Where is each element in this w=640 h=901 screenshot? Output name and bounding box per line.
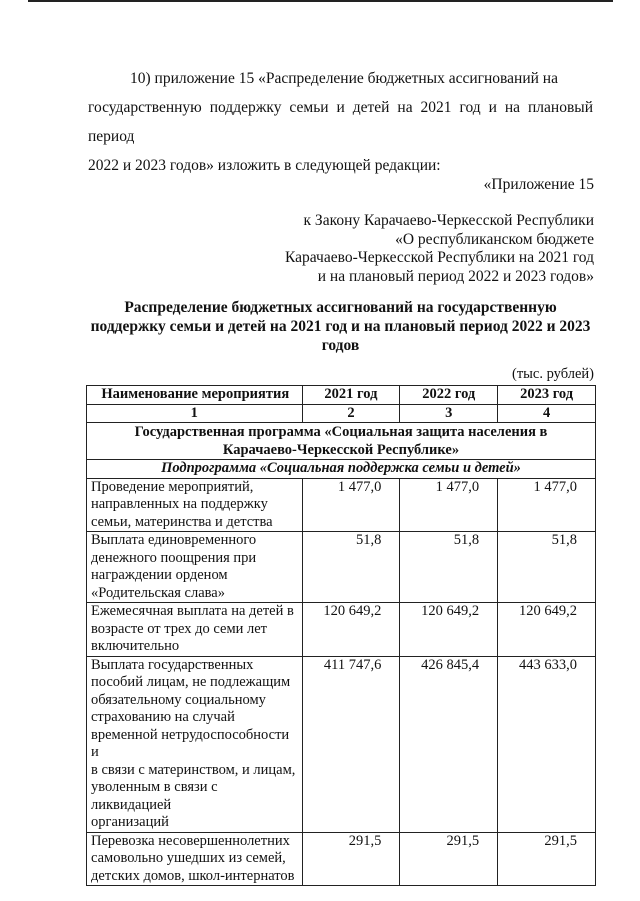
table-row	[87, 832, 596, 886]
header-2022: 2022 год	[400, 386, 498, 405]
row-name-line: в связи с материнством, и лицам,	[91, 761, 296, 778]
program-row	[87, 423, 596, 460]
row-name-line: уволенным в связи с ликвидацией	[91, 779, 218, 813]
table-index-row	[87, 404, 596, 423]
row-name-line: временной нетрудоспособности и	[91, 726, 290, 760]
row-name-line: возрасте от трех до семи лет	[91, 620, 268, 637]
row-name-line: Ежемесячная выплата на детей в	[91, 603, 294, 619]
table-body	[87, 478, 596, 886]
appendix-ref-line: Карачаево-Черкесской Республики на 2021 год	[285, 249, 594, 266]
row-name-line: награждении орденом	[91, 567, 228, 583]
row-name-line: денежного поощрения при	[91, 549, 257, 566]
intro-line-1: 10) приложение 15 «Распределение бюджетных ассигнований на	[130, 70, 558, 87]
value-y2023: 51,8	[498, 532, 596, 603]
intro-paragraph	[88, 64, 593, 180]
table-row	[87, 478, 596, 532]
row-name-line: направленных на поддержку	[91, 496, 268, 512]
row-name-line: Проведение мероприятий,	[91, 478, 254, 495]
value-y2022: 51,8	[400, 532, 498, 603]
table-row	[87, 603, 596, 657]
row-name-cell	[87, 832, 303, 886]
index-cell: 4	[498, 404, 596, 423]
appendix-title: «Приложение 15	[483, 176, 594, 193]
document-title-line: годов	[321, 337, 360, 354]
appendix-ref-line: к Закону Карачаево-Черкесской Республики	[303, 212, 594, 229]
top-border-line	[28, 0, 613, 2]
value-y2022: 120 649,2	[400, 603, 498, 657]
row-name-line: детских домов, школ-интернатов	[91, 867, 295, 884]
row-name-cell	[87, 656, 303, 832]
row-name-line: Выплата единовременного	[91, 532, 257, 548]
appendix-reference	[254, 212, 594, 286]
program-title: Государственная программа «Социальная защита населения в Карачаево-Черкесской Республике»	[87, 423, 596, 460]
value-y2023: 120 649,2	[498, 603, 596, 657]
index-cell: 1	[87, 404, 303, 423]
value-y2022: 291,5	[400, 832, 498, 886]
row-name-line: включительно	[91, 638, 180, 654]
row-name-line: обязательному социальному	[91, 691, 266, 708]
value-y2021: 120 649,2	[302, 603, 400, 657]
subprogram-title: Подпрограмма «Социальная поддержка семьи и детей»	[87, 460, 596, 479]
table-header-row	[87, 386, 596, 405]
header-2021: 2021 год	[302, 386, 400, 405]
row-name-line: «Родительская слава»	[91, 584, 225, 601]
value-y2021: 411 747,6	[302, 656, 400, 832]
row-name-line: страхованию на случай	[91, 709, 235, 725]
value-y2021: 1 477,0	[302, 478, 400, 532]
intro-line-3: 2022 и 2023 годов» изложить в следующей редакции:	[88, 157, 441, 174]
value-y2023: 443 633,0	[498, 656, 596, 832]
header-name: Наименование мероприятия	[87, 386, 303, 405]
document-title-line: Распределение бюджетных ассигнований на государственную	[124, 299, 557, 316]
value-y2021: 291,5	[302, 832, 400, 886]
index-cell: 2	[302, 404, 400, 423]
subprogram-row	[87, 460, 596, 479]
row-name-line: семьи, материнства и детства	[91, 513, 273, 530]
units-label: (тыс. рублей)	[512, 366, 594, 382]
row-name-cell	[87, 532, 303, 603]
allocation-table	[86, 385, 596, 886]
value-y2022: 1 477,0	[400, 478, 498, 532]
document-title	[88, 298, 593, 355]
row-name-line: Выплата государственных	[91, 656, 254, 673]
row-name-line: самовольно ушедших из семей,	[91, 850, 286, 866]
index-cell: 3	[400, 404, 498, 423]
value-y2022: 426 845,4	[400, 656, 498, 832]
table-row	[87, 532, 596, 603]
row-name-cell	[87, 478, 303, 532]
appendix-ref-line: и на плановый период 2022 и 2023 годов»	[317, 267, 594, 285]
value-y2023: 1 477,0	[498, 478, 596, 532]
row-name-line: пособий лицам, не подлежащим	[91, 674, 291, 690]
appendix-ref-line: «О республиканском бюджете	[395, 230, 594, 248]
row-name-line: организаций	[91, 814, 169, 830]
row-name-cell	[87, 603, 303, 657]
header-2023: 2023 год	[498, 386, 596, 405]
row-name-line: Перевозка несовершеннолетних	[91, 832, 290, 849]
intro-line-2: государственную поддержку семьи и детей на 2021 год и на плановый период	[88, 99, 593, 145]
value-y2023: 291,5	[498, 832, 596, 886]
document-title-line: поддержку семьи и детей на 2021 год и на плановый период 2022 и 2023	[90, 318, 591, 335]
table-row	[87, 656, 596, 832]
value-y2021: 51,8	[302, 532, 400, 603]
